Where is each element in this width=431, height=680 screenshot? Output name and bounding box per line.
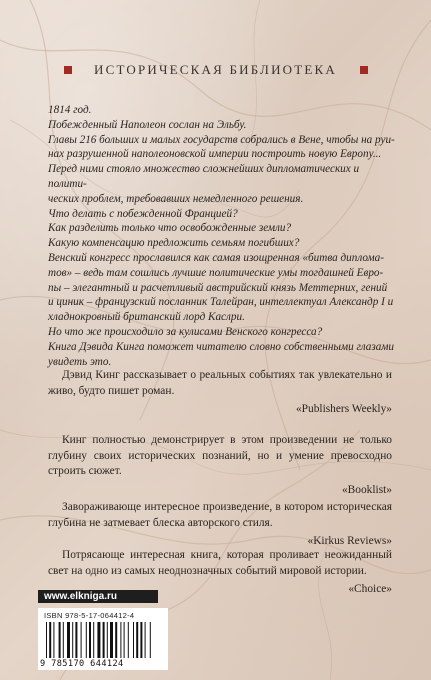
blurb-text	[48, 103, 398, 369]
publisher-website: www.elknigа.ru	[38, 590, 158, 603]
review-source: «Kirkus Reviews»	[307, 535, 392, 547]
blurb-line: Побежденный Наполеон сослан на Эльбу.	[48, 118, 247, 131]
blurb-line: нах разрушенной наполеоновской империи построить новую Европу...	[48, 148, 382, 161]
blurb-line: Венский конгресс прославился как самая изощренная «битва диплома-	[48, 251, 385, 264]
blurb-line: увидеть это.	[48, 355, 112, 368]
review-source: «Publishers Weekly»	[295, 403, 392, 415]
blurb-line: ческих проблем, требовавших немедленного решения.	[48, 192, 304, 205]
blurb-line: и циник – французский посланник Талейран, интеллектуал Александр I и	[48, 296, 394, 309]
review-publishers-weekly	[48, 368, 392, 418]
blurb-line: Но что же происходило за кулисами Венского конгресса?	[48, 325, 323, 338]
blurb-line: пы – элегантный и расчетливый австрийский князь Меттерних, гений	[48, 281, 388, 294]
isbn-label: ISBN 978-5-17-064412-4	[44, 611, 135, 620]
review-booklist	[48, 433, 392, 498]
blurb-line: хладнокровный британский лорд Каслри.	[48, 311, 245, 324]
blurb-line: Как разделить только что освобожденные земли?	[48, 222, 292, 235]
series-title: ИСТОРИЧЕСКАЯ БИБЛИОТЕКА	[93, 62, 337, 77]
blurb-line: 1814 год.	[48, 104, 92, 116]
left-square-ornament	[64, 66, 72, 74]
review-text: Завораживающе интересное произведение, в котором историческая глубина не затмевает блеска авторского стиля.	[48, 501, 392, 529]
barcode	[46, 622, 160, 660]
blurb-line: Что делать с побежденной Францией?	[48, 207, 238, 220]
blurb-line: тов» – ведь там сошлись лучшие политические умы тогдашней Евро-	[48, 266, 384, 279]
blurb-line: Какую компенсацию предложить семьям погибших?	[48, 237, 300, 250]
blurb-line: Книга Дэвида Кинга поможет читателю словно собственными глазами	[48, 340, 395, 353]
review-source: «Choice»	[348, 583, 392, 595]
review-source: «Booklist»	[341, 483, 392, 496]
series-header	[0, 60, 431, 80]
barcode-area	[38, 608, 168, 670]
blurb-line: Главы 216 больших и малых государств собрались в Вене, чтобы на руи-	[48, 133, 395, 146]
right-square-ornament	[360, 66, 368, 74]
blurb-line: Перед ними стояло множество сложнейших дипломатических и полити-	[48, 163, 360, 190]
review-kirkus	[48, 500, 392, 550]
review-text: Дэвид Кинг рассказывает о реальных событиях так увлекательно и живо, будто пишет роман.	[48, 369, 392, 397]
review-text: Кинг полностью демонстрирует в этом произведении не только глубину своих исторических познаний, но и умение превосходно строить сюжет.	[48, 434, 392, 477]
review-text: Потрясающе интересная книга, которая проливает неожиданный свет на одно из самых неоднозначных событий мировой истории.	[48, 549, 392, 577]
barcode-digits: 9 785170 644124	[40, 659, 124, 669]
